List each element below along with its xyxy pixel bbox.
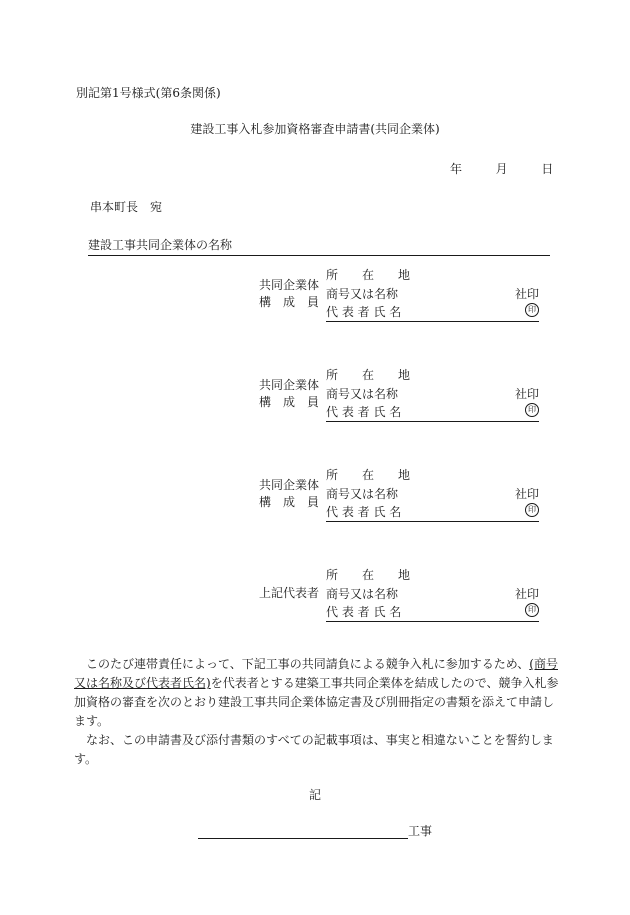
- address-label: 所 在 地: [326, 568, 411, 582]
- seal-icon: 印: [525, 403, 539, 417]
- address-row: [326, 466, 539, 484]
- addressee: 串本町長 宛: [90, 200, 163, 214]
- representative-label: 代 表 者 氏 名: [326, 605, 402, 619]
- member-role-line1: 上記代表者: [258, 586, 319, 600]
- date-day: 日: [541, 162, 554, 176]
- name-row: [326, 385, 539, 403]
- seal-icon: 印: [525, 603, 539, 617]
- representative-row: [326, 303, 539, 322]
- address-label: 所 在 地: [326, 468, 411, 482]
- representative-row: [326, 603, 539, 622]
- name-label: 商号又は名称: [326, 387, 399, 401]
- seal-icon: 印: [525, 303, 539, 317]
- seal-icon: 印: [525, 503, 539, 517]
- paragraph-1-part-a: このたび連帯責任によって、下記工事の共同請負による競争入札に参加するため、: [86, 657, 530, 671]
- company-seal-label: 社印: [514, 387, 539, 401]
- date-line: [450, 160, 553, 177]
- company-seal-label: 社印: [514, 287, 539, 301]
- ki-heading: 記: [308, 788, 321, 802]
- name-label: 商号又は名称: [326, 287, 399, 301]
- member-role: [252, 477, 326, 511]
- member-role-line1: 共同企業体: [258, 378, 319, 392]
- member-role-line1: 共同企業体: [258, 278, 319, 292]
- representative-role: [252, 585, 326, 602]
- address-label: 所 在 地: [326, 268, 411, 282]
- representative-label: 代 表 者 氏 名: [326, 305, 402, 319]
- company-seal-label: 社印: [514, 487, 539, 501]
- member-role-line2: 構 成 員: [258, 295, 319, 309]
- document-title: 建設工事入札参加資格審査申請書(共同企業体): [190, 122, 440, 136]
- member-role-line2: 構 成 員: [258, 495, 319, 509]
- representative-label: 代 表 者 氏 名: [326, 405, 402, 419]
- jv-name-line: [88, 236, 550, 256]
- paragraph-1-part-b: を代表者とする建築工事共同企業体を結成したので、競争入札参加資格の審査を次のとおり建設工事共同企業体協定書及び別冊指定の書類を添えて申請します。: [74, 676, 559, 728]
- address-row: [326, 266, 539, 284]
- work-suffix: 工事: [408, 824, 433, 838]
- date-month: 月: [495, 162, 508, 176]
- paragraph-2: なお、この申請書及び添付書類のすべての記載事項は、事実と相違ないことを誓約します。: [74, 733, 554, 766]
- jv-name-label: 建設工事共同企業体の名称: [88, 238, 233, 252]
- work-name-line: [198, 822, 432, 839]
- representative-row: [326, 503, 539, 522]
- member-role-line2: 構 成 員: [258, 395, 319, 409]
- date-year: 年: [450, 162, 463, 176]
- representative-label: 代 表 者 氏 名: [326, 505, 402, 519]
- company-seal-label: 社印: [514, 587, 539, 601]
- name-row: [326, 285, 539, 303]
- address-row: [326, 566, 539, 584]
- address-label: 所 在 地: [326, 368, 411, 382]
- representative-row: [326, 403, 539, 422]
- paragraph-1-underlined: (商号又は名称及び代表者氏名): [74, 657, 558, 690]
- work-name-blank: [198, 825, 408, 839]
- form-number: 別記第1号様式(第6条関係): [76, 86, 221, 100]
- name-row: [326, 485, 539, 503]
- body-text: [74, 655, 562, 769]
- member-role: [252, 377, 326, 411]
- paragraph-1: [74, 655, 562, 731]
- name-label: 商号又は名称: [326, 587, 399, 601]
- name-row: [326, 585, 539, 603]
- name-label: 商号又は名称: [326, 487, 399, 501]
- address-row: [326, 366, 539, 384]
- member-role-line1: 共同企業体: [258, 478, 319, 492]
- member-role: [252, 277, 326, 311]
